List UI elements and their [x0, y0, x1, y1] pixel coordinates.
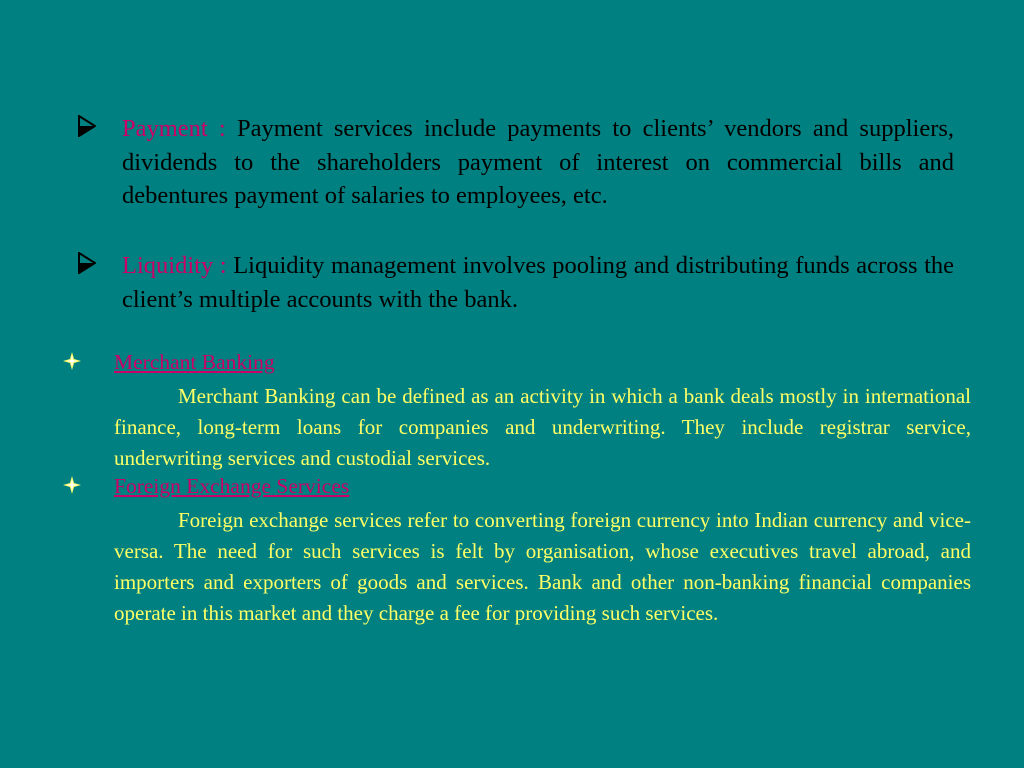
merchant-banking-heading: Merchant Banking [114, 350, 275, 374]
diamond-bullet-icon [63, 476, 81, 494]
liquidity-text-block [122, 249, 954, 316]
diamond-bullet-icon [63, 352, 81, 370]
payment-description: Payment services include payments to clients’ vendors and suppliers, dividends to the shareholders payment of interest on commercial bills and debentures payment of salaries to employees, etc. [122, 115, 955, 209]
arrow-bullet-icon [75, 112, 99, 140]
foreign-exchange-heading: Foreign Exchange Services [114, 474, 350, 498]
liquidity-description: Liquidity management involves pooling and distributing funds across the client’s multiple accounts with the bank. [122, 252, 955, 313]
payment-title: Payment : [122, 115, 226, 142]
liquidity-title: Liquidity : [122, 252, 227, 279]
arrow-bullet-icon [75, 249, 99, 277]
payment-text-block [122, 112, 954, 213]
merchant-banking-description: Merchant Banking can be defined as an activity in which a bank deals mostly in international finance, long-term loans for companies and underwriting. They include registrar service, underwriting services and custodial services. [114, 384, 971, 470]
foreign-exchange-description: Foreign exchange services refer to converting foreign currency into Indian currency and vice-versa. The need for such services is felt by organisation, whose executives travel abroad, and importers and exporters of goods and services. Bank and other non-banking financial companies operate in this market and they charge a fee for providing such services. [114, 508, 971, 625]
